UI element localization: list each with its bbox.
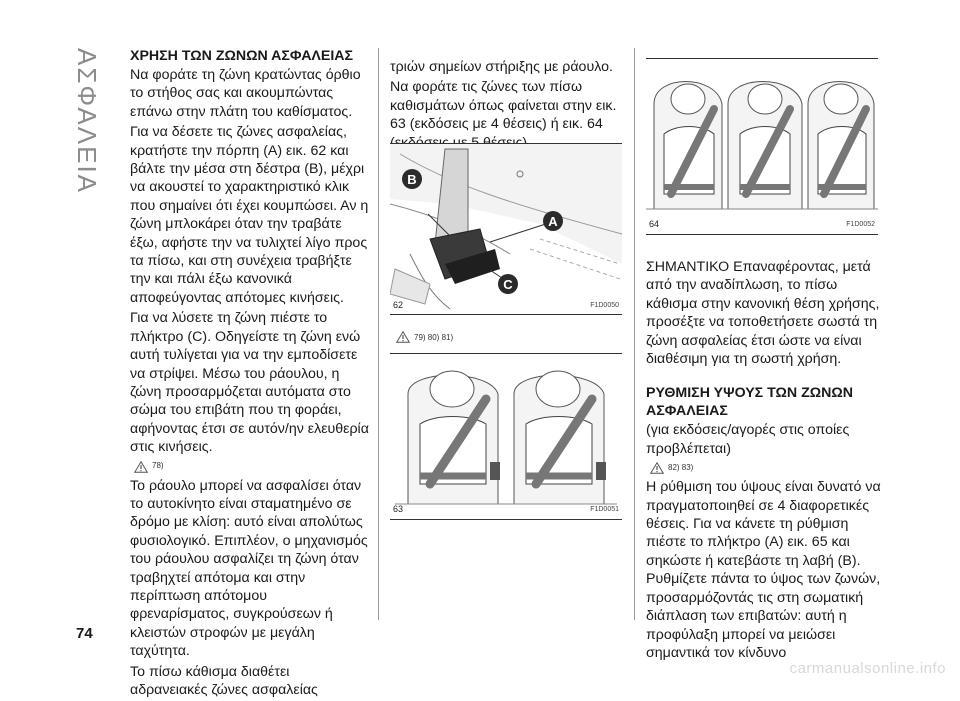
warning-ref-numbers: 82) 83) [668,463,694,473]
column-divider [634,48,635,620]
section-tab [72,48,104,195]
figure-number: 62 [393,300,404,310]
paragraph: Για να δέσετε τις ζώνες ασφαλείας, κρατήστε την πόρπη (A) εικ. 62 και βάλτε την μέσα στη δέστρα (B), μέχρι να ακουστεί το χαρακτηριστικό κλικ που σημαίνει ότι έχει κουμπώσει. Αν η ζώνη μπλοκάρει όταν την τραβάτε έξω, αφήστε την να τυλιχτεί λίγο προς τα πίσω, και στη συνέχεια τραβήξτε την και πάλι έξω κανονικά αποφεύγοντας απότομες κινήσεις. [130,124,369,306]
figure-62-buckle [390,143,622,315]
warning-triangle-icon [650,462,664,474]
warning-triangle-icon [396,331,410,343]
paragraph: Για να λύσετε τη ζώνη πιέστε το πλήκτρο (C). Οδηγείστε τη ζώνη ενώ αυτή τυλίγεται για να την εμποδίσετε να στρίψει. Μέσω του ράουλου, η ζώνη προσαρμόζεται αυτόματα στο σώμα του επιβάτη που τη φοράει, αφήνοντας έτσι σε αυτόν/ην ελευθερία στις κινήσεις. [130,310,369,456]
column-2 [390,58,630,154]
figure-number: 63 [393,504,404,514]
rear-seats-illustration [646,59,878,234]
callout-b: B [407,172,417,187]
figure-64-rear-seats-5 [646,58,878,235]
section-tab-label: ΑΣΦΑΛΕΙΑ [72,48,102,195]
column-1 [130,47,370,701]
column-divider [378,48,379,620]
column-3 [646,258,888,664]
figure-number: 64 [649,219,660,229]
paragraph: ΣΗΜΑΝΤΙΚΟ Επαναφέροντας, μετά από την αναδίπλωση, το πίσω κάθισμα στην κανονική θέση χρήσης, προσέξτε να τοποθετήσετε σωστά τη ζώνη ασφαλείας έτσι ώστε να είναι διαθέσιμη για τη σωστή χρήση. [646,259,880,368]
paragraph: Η ρύθμιση του ύψους είναι δυνατό να πραγματοποιηθεί σε 4 διαφορετικές θέσεις. Για να κάνετε τη ρύθμιση πιέστε το πλήκτρο (A) εικ. 65 και σηκώστε ή κατεβάστε τη λαβή (B). Ρυθμίζετε πάντα το ύψος των ζωνών, προσαρμόζοντάς τις στη σωματική διάπλαση των επιβατών: αυτή η προφύλαξη μπορεί να μειώσει σημαντικά τον κίνδυνο [646,479,881,661]
paragraph: Το ράουλο μπορεί να ασφαλίσει όταν το αυτοκίνητο είναι σταματημένο σε δρόμο με κλίση: αυτό είναι απολύτως φυσιολογικό. Επιπλέον, ο μηχανισμός του ράουλου ασφαλίζει τη ζώνη όταν τραβηχτεί απότομα και στην περίπτωση απότομου φρεναρίσματος, συγκρούσεων ή κλειστών στροφών με μεγάλη ταχύτητα. [130,477,368,660]
callout-a: A [548,214,558,229]
warning-reference [650,461,888,475]
warning-ref-numbers: 78) [152,461,164,471]
figure-code: F1D0052 [846,221,875,228]
figure-code: F1D0050 [590,302,619,309]
paragraph: (για εκδόσεις/αγορές στις οποίες προβλέπεται) [646,422,850,457]
warning-reference [396,330,453,344]
footer-watermark: carmanualsonline.info [789,660,946,677]
page-number: 74 [76,625,93,642]
rear-seats-illustration [390,354,622,519]
section-heading-seatbelt-use: ΧΡΗΣΗ ΤΩΝ ΖΩΝΩΝ ΑΣΦΑΛΕΙΑΣ [130,48,354,64]
section-heading-height-adjustment: ΡΥΘΜΙΣΗ ΥΨΟΥΣ ΤΩΝ ΖΩΝΩΝ ΑΣΦΑΛΕΙΑΣ [646,385,854,420]
paragraph: Το πίσω κάθισμα διαθέτει αδρανειακές ζώνες ασφαλείας [130,663,318,698]
figure-63-rear-seats-4 [390,353,622,520]
warning-triangle-icon [134,461,148,473]
warning-ref-numbers: 79) 80) 81) [414,332,454,342]
callout-c: C [503,277,513,292]
buckle-illustration [390,144,622,314]
figure-code: F1D0051 [590,506,619,513]
paragraph: Να φοράτε τις ζώνες των πίσω καθισμάτων όπως φαίνεται στην εικ. 63 (εκδόσεις με 4 θέσεις) ή εικ. 64 [390,79,617,133]
paragraph: Να φοράτε τη ζώνη κρατώντας όρθιο το στήθος σας και ακουμπώντας επάνω στην πλάτη του καθίσματος. [130,67,361,120]
warning-reference [134,460,370,474]
paragraph: τριών σημείων στήριξης με ράουλο. [390,59,613,75]
